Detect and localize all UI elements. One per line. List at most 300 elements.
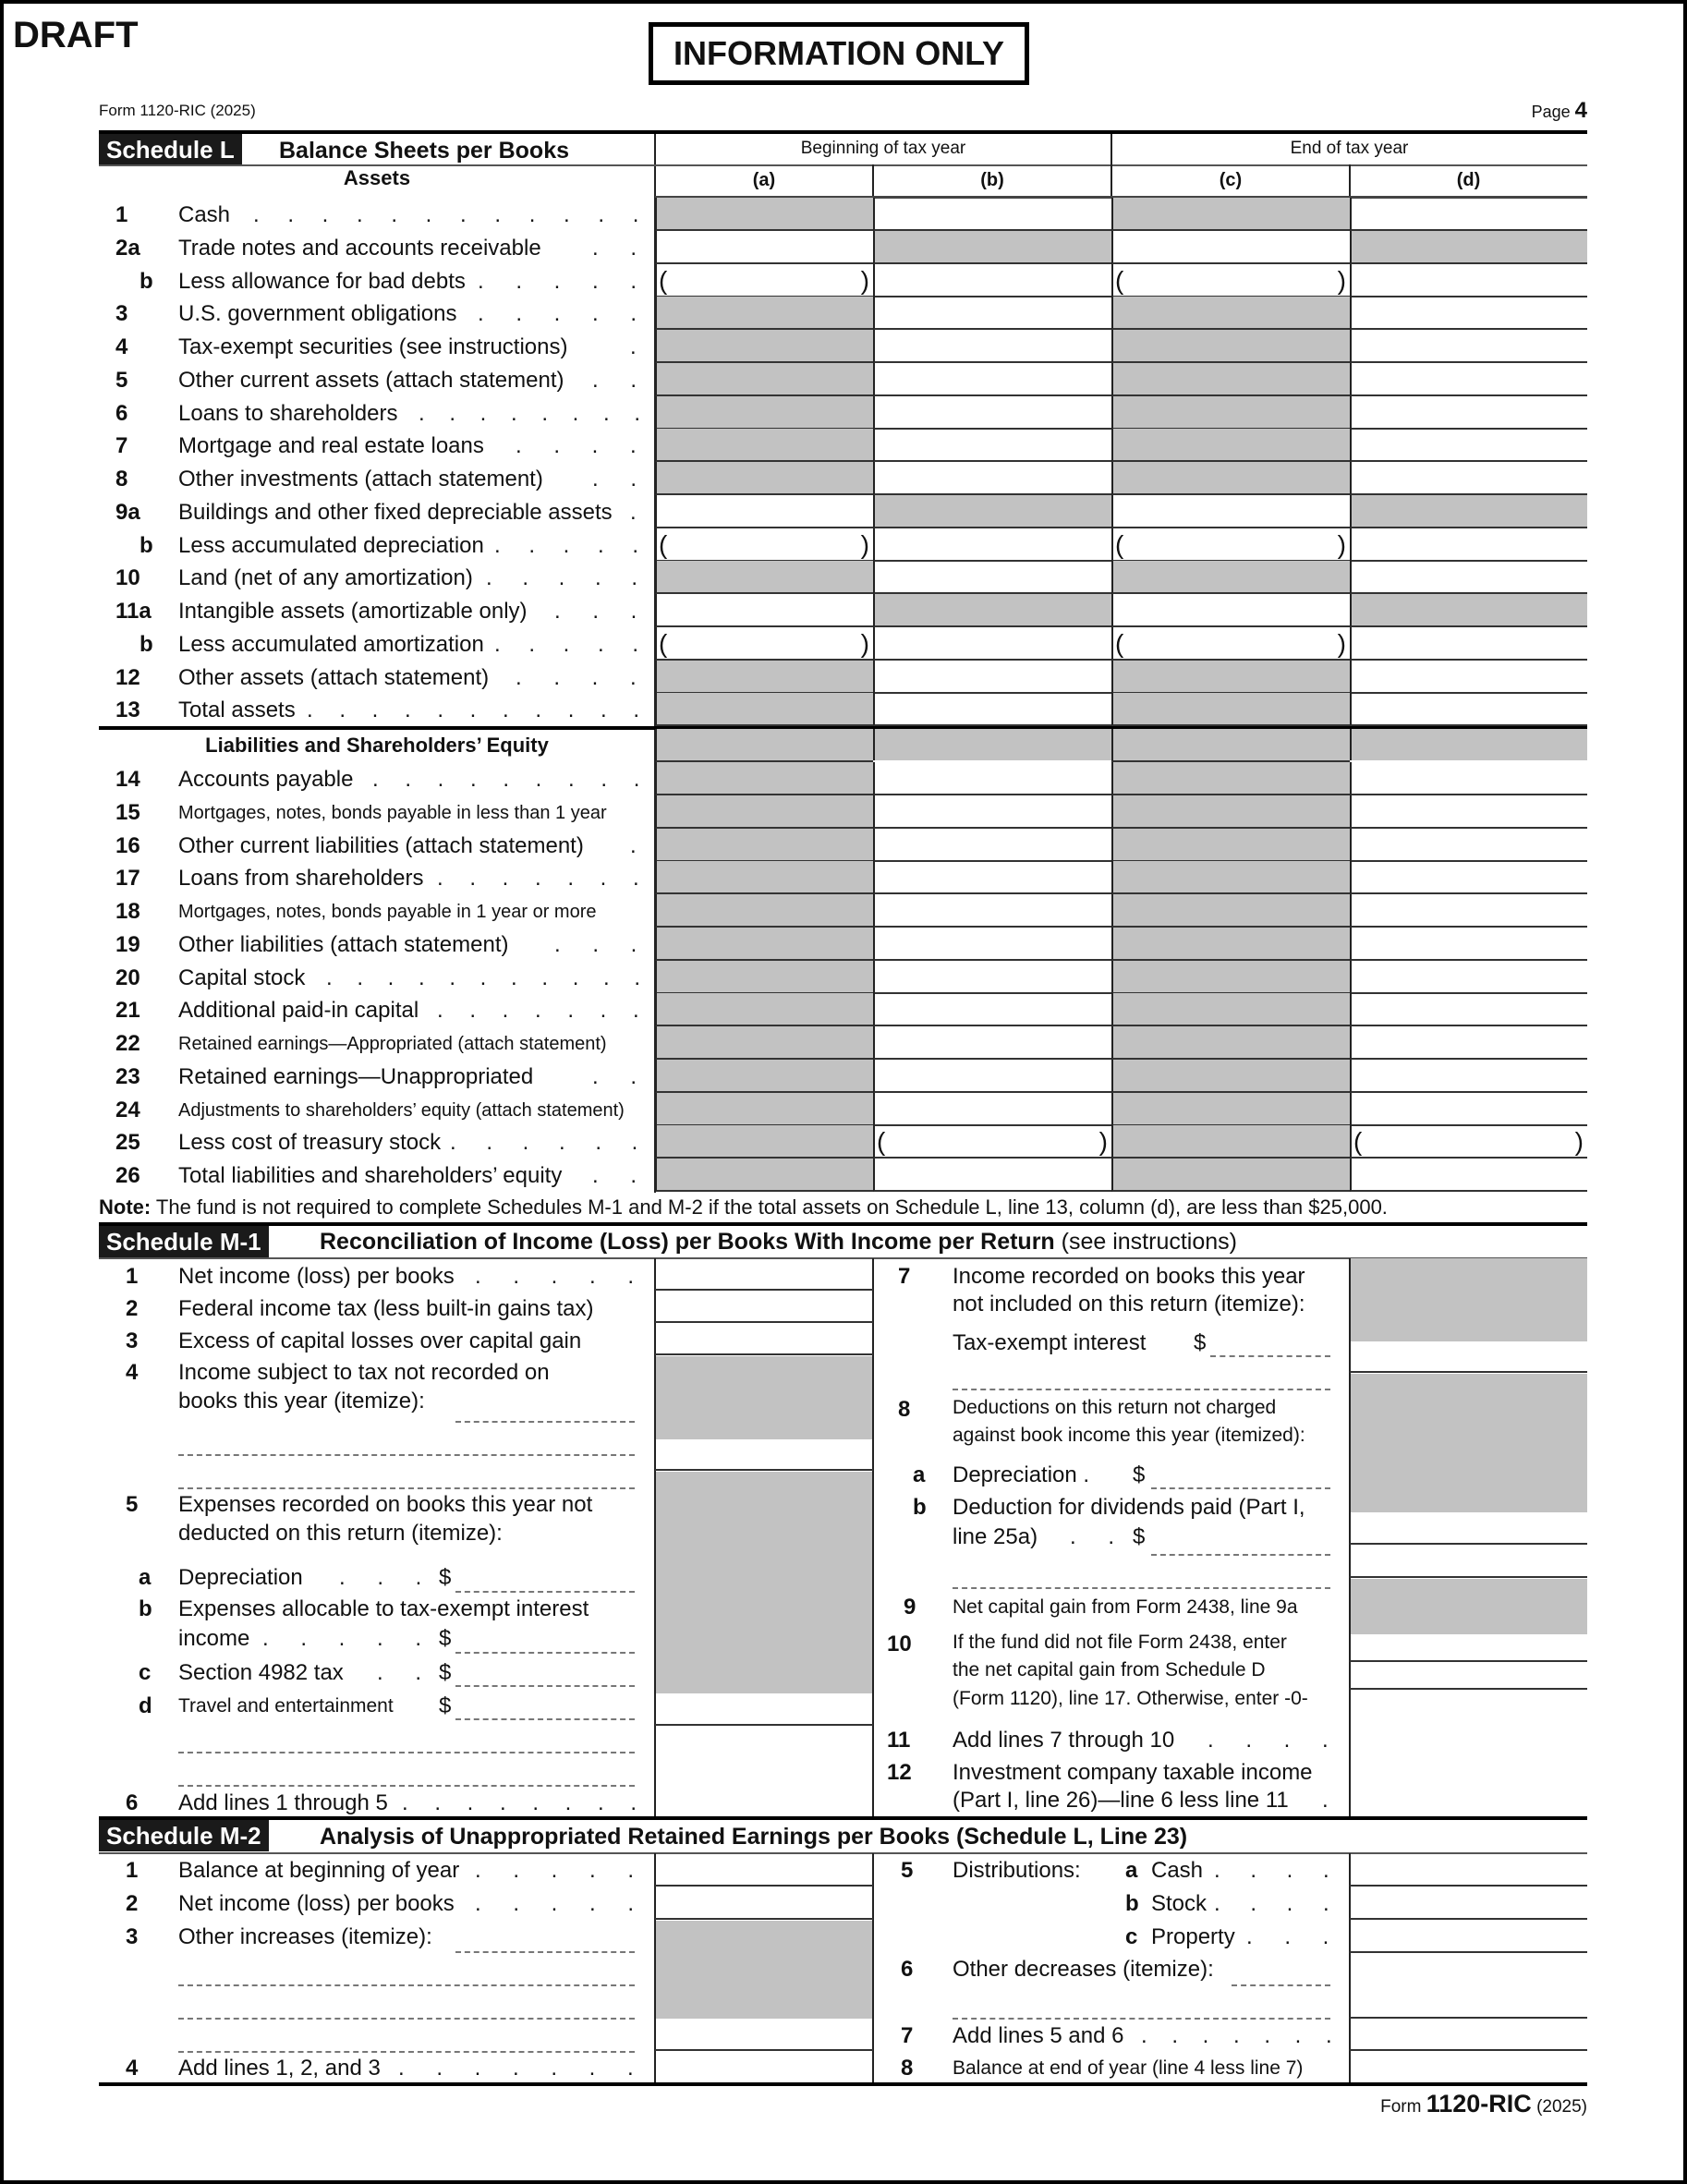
leader-dots: . . . . . . . — [437, 866, 649, 891]
m2-line-7-label: Add lines 5 and 6 — [953, 2023, 1124, 2048]
amount-cell-col-b[interactable] — [873, 264, 1111, 297]
itemize-line[interactable] — [178, 2018, 635, 2020]
shaded-cell — [1111, 198, 1350, 231]
m1-line-10-num: 10 — [887, 1632, 912, 1656]
m2-line-3-amount[interactable] — [655, 2019, 873, 2051]
col-divider — [1349, 164, 1351, 198]
amount-cell-col-b[interactable] — [873, 1060, 1111, 1093]
leader-dots: . . . . . — [494, 632, 649, 657]
leader-dots: . . . . . . . . . — [372, 767, 649, 792]
m1-line-7-amount[interactable] — [1350, 1341, 1587, 1373]
itemize-line[interactable] — [455, 1421, 635, 1423]
liabilities-heading-row — [99, 729, 1587, 762]
m1-line-8b-label-1: Deduction for dividends paid (Part I, — [953, 1495, 1305, 1520]
amount-cell-col-b[interactable] — [873, 1159, 1111, 1192]
amount-cell-col-d[interactable] — [1350, 693, 1587, 726]
m1-line-5-label-2: deducted on this return (itemize): — [178, 1521, 503, 1546]
m1-line-12-label-2: (Part I, line 26)—line 6 less line 11 — [953, 1788, 1289, 1813]
schedule-l-row — [99, 462, 1587, 495]
amount-cell-col-b[interactable] — [873, 693, 1111, 726]
shaded-cell — [1111, 762, 1350, 795]
shaded-cell — [1111, 1159, 1350, 1192]
m1-line-3-num: 3 — [126, 1329, 139, 1353]
line-number: 16 — [115, 833, 140, 858]
amount-cell-col-d[interactable] — [1350, 429, 1587, 462]
col-b-header: (b) — [980, 170, 1004, 190]
leader-dots: . — [630, 500, 649, 525]
m1-line-1-amount[interactable] — [655, 1258, 873, 1291]
shaded-cell — [655, 429, 873, 462]
m1-line-7-label-2: not included on this return (itemize): — [953, 1292, 1305, 1316]
shaded-cell — [1350, 594, 1587, 627]
m1-line-2-amount[interactable] — [655, 1291, 873, 1323]
m2-line-8-num: 8 — [901, 2056, 914, 2081]
amount-cell-col-d[interactable] — [1350, 528, 1587, 562]
amount-cell-col-d[interactable] — [1350, 894, 1587, 928]
amount-cell-col-b[interactable] — [873, 762, 1111, 795]
itemize-line[interactable] — [178, 1752, 635, 1753]
m1-line-10-label-2: the net capital gain from Schedule D — [953, 1659, 1266, 1680]
col-c-header: (c) — [1219, 170, 1243, 190]
line-number: 2a — [115, 236, 140, 261]
shaded-cell — [873, 729, 1111, 760]
schedule-l-row — [99, 928, 1587, 961]
line-label: Other investments (attach statement) — [178, 467, 543, 491]
shaded-cell — [1350, 495, 1587, 528]
shaded-cell — [873, 231, 1111, 264]
amount-cell-col-d[interactable] — [1350, 627, 1587, 661]
amount-cell-col-d[interactable] — [1350, 1026, 1587, 1060]
m2-line-1-num: 1 — [126, 1858, 139, 1883]
schedule-l-row — [99, 594, 1587, 627]
m1-title-note: (see instructions) — [1054, 1229, 1237, 1255]
shaded-cell — [655, 561, 873, 594]
line-number: 17 — [115, 866, 140, 891]
amount-cell-col-d[interactable] — [1350, 561, 1587, 594]
m2-line-2-dots: . . . . . — [475, 1891, 647, 1916]
m1-line-2-label: Federal income tax (less built-in gains tax) — [178, 1296, 594, 1321]
leader-dots: . . — [592, 1163, 649, 1188]
m1-line-4-num: 4 — [126, 1360, 139, 1385]
schedule-m2-title: Analysis of Unappropriated Retained Earnings per Books (Schedule L, Line 23) — [320, 1824, 1188, 1850]
itemize-line[interactable] — [455, 1951, 635, 1953]
m1-line-12-dots: . — [1322, 1788, 1341, 1813]
line-label: Total liabilities and shareholders’ equity — [178, 1163, 563, 1188]
dollar-sign: $ — [439, 1660, 452, 1685]
line-number: 4 — [115, 334, 128, 359]
leader-dots: . . — [592, 1064, 649, 1089]
schedule-l-row — [99, 396, 1587, 430]
amount-cell-col-b[interactable] — [873, 297, 1111, 330]
amount-cell-col-d[interactable] — [1350, 396, 1587, 430]
itemize-line[interactable] — [178, 1984, 635, 1986]
amount-cell-col-d[interactable] — [1350, 297, 1587, 330]
m1-line-8-label-1: Deductions on this return not charged — [953, 1397, 1277, 1418]
m1-line-5c-label: Section 4982 tax — [178, 1660, 344, 1685]
m2-line-6-num: 6 — [901, 1957, 914, 1982]
amount-cell-col-b[interactable] — [873, 993, 1111, 1026]
amount-cell-col-b[interactable] — [873, 462, 1111, 495]
shaded-cell — [1111, 1125, 1350, 1159]
shaded-cell — [655, 198, 873, 231]
leader-dots: . . . . . . . . . . . — [326, 965, 649, 990]
shaded-cell — [1111, 894, 1350, 928]
dollar-sign: $ — [439, 1565, 452, 1590]
leader-dots: . . . . . — [478, 269, 649, 294]
amount-cell-col-b[interactable] — [873, 928, 1111, 961]
schedule-m1-title — [320, 1226, 1237, 1257]
m2-line-6-amount[interactable] — [1350, 1953, 1587, 2019]
line-label: Less cost of treasury stock — [178, 1130, 442, 1155]
m1-line-7-num: 7 — [898, 1264, 911, 1289]
m1-line-5c-num: c — [139, 1660, 152, 1685]
m2-line-5a-letter: a — [1125, 1858, 1138, 1883]
m2-line-5a-dots: . . . . — [1214, 1858, 1341, 1883]
amount-cell-col-b[interactable] — [873, 528, 1111, 562]
schedule-l-row — [99, 961, 1587, 994]
amount-cell-col-a[interactable] — [655, 627, 873, 661]
m1-line-6-dots: . . . . . . . . — [402, 1790, 647, 1815]
leader-dots: . . — [592, 368, 649, 393]
m1-line-6-amount[interactable] — [655, 1726, 873, 1818]
line-label: Land (net of any amortization) — [178, 565, 473, 590]
shaded-cell — [1111, 729, 1350, 762]
m1-line-7-label-1: Income recorded on books this year — [953, 1264, 1305, 1289]
shaded-cell — [1350, 231, 1587, 264]
m1-8a-amount-line[interactable] — [1151, 1487, 1330, 1489]
m1-line-9-amount[interactable] — [1350, 1545, 1587, 1578]
m2-line-8-label: Balance at end of year (line 4 less line 7) — [953, 2057, 1304, 2079]
m1-line-10-amount[interactable] — [1350, 1634, 1587, 1662]
rule — [99, 1816, 1587, 1820]
m1-line-3-amount[interactable] — [655, 1323, 873, 1355]
line-number: 6 — [115, 401, 128, 426]
open-paren: ( — [659, 629, 668, 658]
shaded-cell — [1111, 693, 1350, 726]
amount-cell-col-b[interactable] — [873, 861, 1111, 894]
m2-line-8-amount[interactable] — [1350, 2051, 1587, 2084]
m2-line-6-label: Other decreases (itemize): — [953, 1957, 1214, 1982]
amount-cell-col-d[interactable] — [1350, 264, 1587, 297]
amount-cell-col-a[interactable] — [655, 264, 873, 297]
close-paren: ) — [1337, 629, 1346, 658]
amount-cell-col-c[interactable] — [1111, 528, 1350, 562]
m2-line-5c-dots: . . . — [1246, 1924, 1341, 1949]
m2-line-1-label: Balance at beginning of year — [178, 1858, 460, 1883]
itemize-line[interactable] — [953, 2018, 1330, 2020]
schedule-l-row — [99, 231, 1587, 264]
open-paren: ( — [659, 530, 668, 559]
line-number: 13 — [115, 698, 140, 722]
line-label: Mortgage and real estate loans — [178, 433, 484, 458]
shaded-cell — [1111, 396, 1350, 430]
line-number: 18 — [115, 899, 140, 924]
schedule-m1-tag: Schedule M-1 — [99, 1226, 269, 1257]
shaded-cell — [1111, 1060, 1350, 1093]
form-footer — [1380, 2090, 1587, 2118]
amount-cell-col-b[interactable] — [873, 1093, 1111, 1126]
schedule-l-row — [99, 330, 1587, 363]
m2-line-5b-amount[interactable] — [1350, 1887, 1587, 1920]
amount-cell-col-b[interactable] — [873, 894, 1111, 928]
footer-year: (2025) — [1536, 2097, 1587, 2117]
m2-line-7-amount[interactable] — [1350, 2019, 1587, 2051]
amount-cell-col-a[interactable] — [655, 528, 873, 562]
line-label: Buildings and other fixed depreciable assets — [178, 500, 613, 525]
line-number: 25 — [115, 1130, 140, 1155]
line-label: Mortgages, notes, bonds payable in 1 year or more — [178, 902, 597, 922]
amount-cell-col-c[interactable] — [1111, 231, 1350, 264]
line-number: 9a — [115, 500, 140, 525]
amount-cell-col-d[interactable] — [1350, 363, 1587, 396]
amount-cell-col-d[interactable] — [1350, 961, 1587, 994]
liabilities-heading: Liabilities and Shareholders’ Equity — [205, 734, 549, 757]
dollar-sign: $ — [439, 1626, 452, 1651]
amount-cell-col-b[interactable] — [873, 429, 1111, 462]
m2-line-4-dots: . . . . . . . — [398, 2056, 647, 2081]
shaded-cell — [655, 861, 873, 894]
amount-cell-col-d[interactable] — [1350, 1159, 1587, 1192]
m1-line-1-dots: . . . . . — [475, 1264, 647, 1289]
open-paren: ( — [877, 1127, 886, 1156]
footer-form-word: Form — [1380, 2097, 1422, 2117]
open-paren: ( — [659, 266, 668, 295]
schedule-l-row — [99, 829, 1587, 862]
schedule-l-row — [99, 198, 1587, 231]
leader-dots: . . . . — [516, 665, 649, 690]
beginning-of-year-header: Beginning of tax year — [800, 139, 966, 158]
m2-line-5b-letter: b — [1125, 1891, 1139, 1916]
amount-cell-col-b[interactable] — [873, 829, 1111, 862]
shaded-cell — [655, 993, 873, 1026]
shaded-cell — [655, 1159, 873, 1192]
shaded-cell — [1111, 462, 1350, 495]
schedule-l-row — [99, 429, 1587, 462]
amount-cell-col-b[interactable] — [873, 198, 1111, 231]
amount-cell-col-d[interactable] — [1350, 829, 1587, 862]
schedule-l-row — [99, 762, 1587, 795]
m2-line-4-label: Add lines 1, 2, and 3 — [178, 2056, 381, 2081]
line-label: Total assets — [178, 698, 296, 722]
m1-line-12-amount[interactable] — [1350, 1690, 1587, 1818]
line-number: 1 — [115, 202, 128, 227]
shaded-cell — [655, 297, 873, 330]
line-label: Trade notes and accounts receivable — [178, 236, 541, 261]
line-number: 20 — [115, 965, 140, 990]
shaded-cell — [1111, 330, 1350, 363]
schedule-l-row — [99, 528, 1587, 562]
amount-cell-col-d[interactable] — [1350, 1093, 1587, 1126]
shaded-cell — [1111, 829, 1350, 862]
schedule-l-row — [99, 264, 1587, 297]
m1-line-11-amount[interactable] — [1350, 1662, 1587, 1690]
form-header: Form 1120-RIC (2025) — [99, 102, 256, 119]
line-number: 5 — [115, 368, 128, 393]
schedule-note — [99, 1195, 1388, 1219]
m2-line-5c-letter: c — [1125, 1924, 1138, 1949]
amount-cell-col-d[interactable] — [1350, 861, 1587, 894]
m1-line-7-sub-label: Tax-exempt interest — [953, 1330, 1147, 1355]
amount-cell-col-a[interactable] — [655, 594, 873, 627]
amount-cell-col-d[interactable] — [1350, 795, 1587, 829]
m1-line-1-num: 1 — [126, 1264, 139, 1289]
close-paren: ) — [1337, 266, 1346, 295]
line-number: 7 — [115, 433, 128, 458]
amount-cell-col-b[interactable] — [873, 330, 1111, 363]
m2-line-1-dots: . . . . . — [475, 1858, 647, 1883]
amount-cell-col-b[interactable] — [873, 396, 1111, 430]
amount-cell-col-b[interactable] — [873, 561, 1111, 594]
schedule-l-row — [99, 297, 1587, 330]
line-number: b — [140, 533, 153, 558]
shaded-cell — [1111, 993, 1350, 1026]
m1-line-5a-num: a — [139, 1565, 152, 1590]
dollar-sign: $ — [1133, 1524, 1146, 1549]
itemize-line[interactable] — [178, 1785, 635, 1787]
line-label: Retained earnings—Appropriated (attach statement) — [178, 1034, 607, 1054]
amount-cell-col-b[interactable] — [873, 795, 1111, 829]
line-label: Loans to shareholders — [178, 401, 398, 426]
shaded-cell — [1111, 561, 1350, 594]
m2-line-2-amount[interactable] — [655, 1887, 873, 1920]
m2-line-5c-amount[interactable] — [1350, 1920, 1587, 1953]
m2-line-3-label: Other increases (itemize): — [178, 1924, 432, 1949]
amount-cell-col-d[interactable] — [1350, 1125, 1587, 1159]
amount-cell-col-b[interactable] — [873, 627, 1111, 661]
m1-line-5b-label-1: Expenses allocable to tax-exempt interest — [178, 1596, 589, 1621]
m2-line-5a-amount[interactable] — [1350, 1853, 1587, 1887]
m1-7-amount-line[interactable] — [1210, 1355, 1330, 1357]
line-number: 24 — [115, 1098, 140, 1122]
m1-line-8-num: 8 — [898, 1397, 911, 1422]
amount-cell-col-d[interactable] — [1350, 928, 1587, 961]
m1-line-5-num: 5 — [126, 1492, 139, 1517]
amount-cell-col-d[interactable] — [1350, 762, 1587, 795]
m1-line-4-label-1: Income subject to tax not recorded on — [178, 1360, 550, 1385]
close-paren: ) — [860, 266, 869, 295]
amount-cell-col-a[interactable] — [655, 495, 873, 528]
leader-dots: . . . . . — [494, 533, 649, 558]
shaded-cell — [1351, 1374, 1587, 1512]
amount-cell-col-d[interactable] — [1350, 198, 1587, 231]
amount-cell-col-d[interactable] — [1350, 993, 1587, 1026]
open-paren: ( — [1353, 1127, 1363, 1156]
shaded-cell — [655, 961, 873, 994]
shaded-cell — [655, 1093, 873, 1126]
itemize-line[interactable] — [178, 1454, 635, 1456]
schedule-l-row — [99, 1026, 1587, 1060]
line-label: Loans from shareholders — [178, 866, 424, 891]
m1-5a-amount-line[interactable] — [455, 1591, 635, 1593]
shaded-cell — [1111, 661, 1350, 694]
shaded-cell — [1111, 1093, 1350, 1126]
line-number: 22 — [115, 1031, 140, 1056]
amount-cell-col-a[interactable] — [655, 231, 873, 264]
itemize-line[interactable] — [178, 1487, 635, 1489]
page-number — [1532, 98, 1587, 124]
m1-8b-amount-line[interactable] — [1151, 1554, 1330, 1556]
amount-cell-col-c[interactable] — [1111, 627, 1350, 661]
amount-cell-col-b[interactable] — [873, 1026, 1111, 1060]
amount-cell-col-d[interactable] — [1350, 462, 1587, 495]
amount-cell-col-b[interactable] — [873, 363, 1111, 396]
m2-line-1-amount[interactable] — [655, 1853, 873, 1887]
itemize-line[interactable] — [1232, 1984, 1330, 1986]
note-text: The fund is not required to complete Schedules M-1 and M-2 if the total assets on Schedule L, line 13, column (d), are less than $25,000. — [151, 1195, 1388, 1219]
line-label: Other current assets (attach statement) — [178, 368, 564, 393]
m1-line-2-num: 2 — [126, 1296, 139, 1321]
shaded-cell — [1111, 861, 1350, 894]
amount-cell-col-d[interactable] — [1350, 661, 1587, 694]
m1-5d-amount-line[interactable] — [455, 1718, 635, 1720]
shaded-cell — [1350, 729, 1587, 760]
itemize-line[interactable] — [953, 1587, 1330, 1589]
page-num: 4 — [1574, 98, 1587, 123]
m1-line-8-amount[interactable] — [1350, 1512, 1587, 1545]
leader-dots: . . . — [554, 599, 649, 624]
schedule-l-row — [99, 495, 1587, 528]
leader-dots: . . . . . . . — [437, 998, 649, 1023]
amount-cell-col-c[interactable] — [1111, 264, 1350, 297]
close-paren: ) — [1337, 530, 1346, 559]
shaded-cell — [655, 693, 873, 726]
page-label: Page — [1531, 103, 1571, 121]
leader-dots: . — [630, 334, 649, 359]
shaded-cell — [656, 1356, 872, 1439]
line-label: Other current liabilities (attach statement) — [178, 833, 584, 858]
amount-cell-col-c[interactable] — [1111, 495, 1350, 528]
m1-line-4-amount[interactable] — [655, 1439, 873, 1471]
m1-line-8b-dots: . . — [1070, 1524, 1127, 1549]
shaded-cell — [655, 330, 873, 363]
line-number: 11a — [115, 599, 152, 624]
amount-cell-col-d[interactable] — [1350, 330, 1587, 363]
m1-5c-amount-line[interactable] — [455, 1685, 635, 1687]
schedule-l-row — [99, 1060, 1587, 1093]
shaded-cell — [655, 1026, 873, 1060]
amount-cell-col-d[interactable] — [1350, 1060, 1587, 1093]
col-a-header: (a) — [752, 170, 776, 190]
amount-cell-col-b[interactable] — [873, 1125, 1111, 1159]
shaded-cell — [655, 363, 873, 396]
schedule-l-tag: Schedule L — [99, 134, 242, 165]
schedule-l-row — [99, 1125, 1587, 1159]
shaded-cell — [655, 829, 873, 862]
line-label: Additional paid-in capital — [178, 998, 419, 1023]
line-number: 12 — [115, 665, 140, 690]
shaded-cell — [655, 1060, 873, 1093]
m2-line-2-num: 2 — [126, 1891, 139, 1916]
itemize-line[interactable] — [953, 1389, 1330, 1390]
m1-5b-amount-line[interactable] — [455, 1652, 635, 1654]
line-label: Accounts payable — [178, 767, 354, 792]
end-of-year-header: End of tax year — [1290, 139, 1409, 158]
m1-line-3-label: Excess of capital losses over capital gain — [178, 1329, 582, 1353]
m2-line-4-amount[interactable] — [655, 2051, 873, 2084]
m1-line-4-label-2: books this year (itemize): — [178, 1389, 425, 1414]
m1-line-5-amount[interactable] — [655, 1693, 873, 1726]
amount-cell-col-c[interactable] — [1111, 594, 1350, 627]
line-label: Other liabilities (attach statement) — [178, 932, 509, 957]
amount-cell-col-b[interactable] — [873, 661, 1111, 694]
line-label: Tax-exempt securities (see instructions) — [178, 334, 568, 359]
schedule-l-row — [99, 561, 1587, 594]
amount-cell-col-b[interactable] — [873, 961, 1111, 994]
open-paren: ( — [1115, 266, 1124, 295]
line-label: Intangible assets (amortizable only) — [178, 599, 528, 624]
itemize-line[interactable] — [178, 2051, 635, 2053]
schedule-l-row — [99, 661, 1587, 694]
